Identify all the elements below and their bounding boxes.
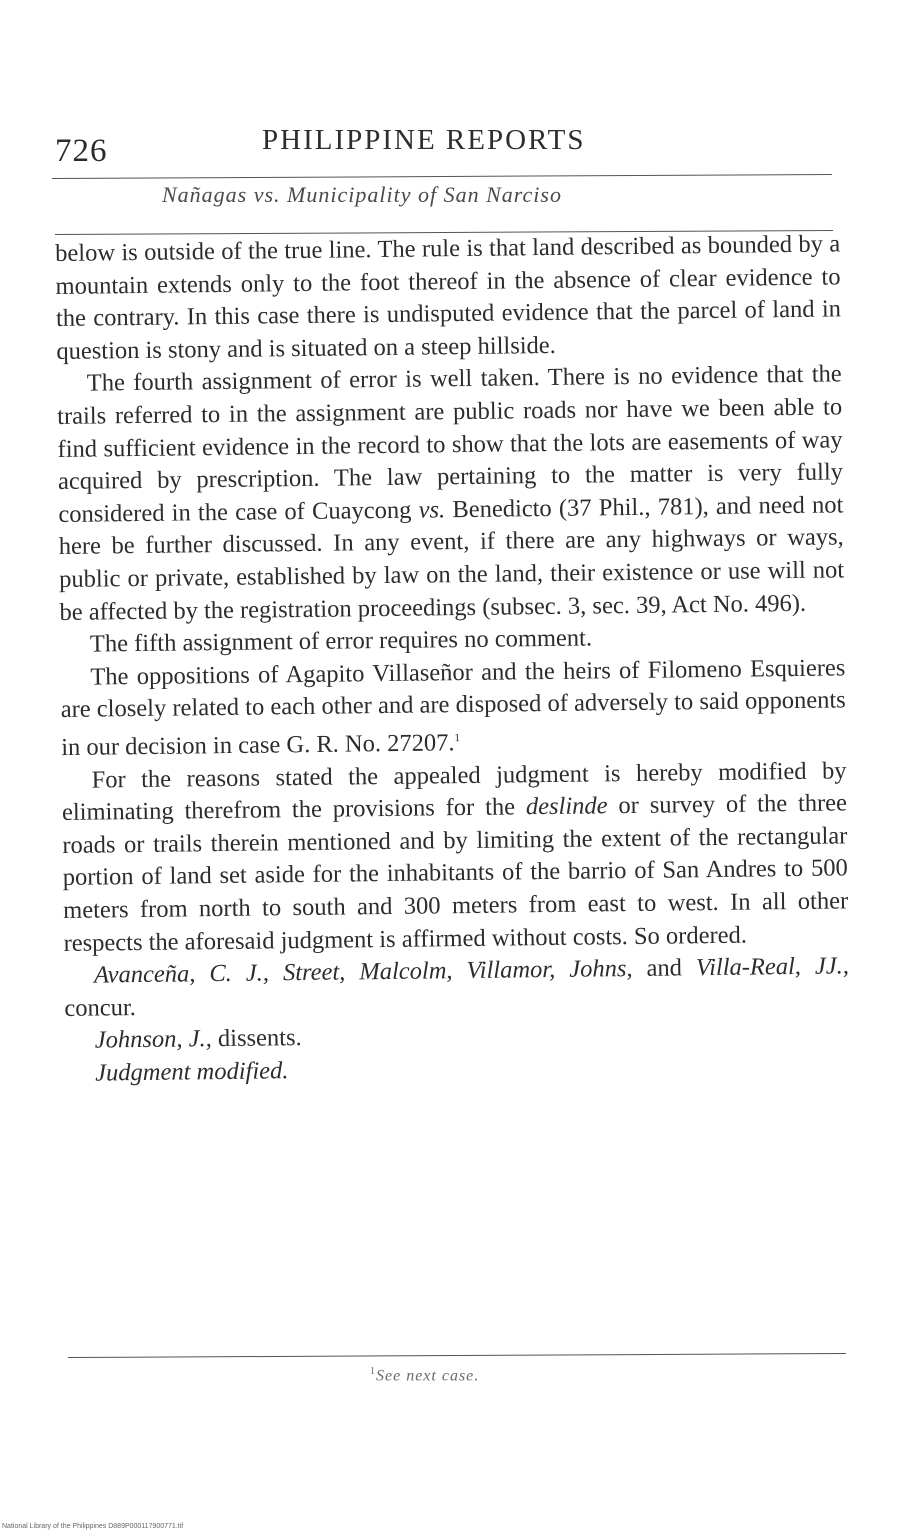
footnote-marker: 1: [370, 1366, 376, 1377]
paragraph-4: [60, 652, 846, 765]
footnote-rule: [68, 1353, 846, 1358]
footnote: [370, 1366, 479, 1385]
disposition-text: Judgment modified.: [95, 1057, 289, 1087]
dissenting-verb: dissents.: [211, 1024, 302, 1053]
paragraph-2-part-a: The fourth assignment of error is well taken. There is no evidence that the trails referred to in the assignment are public roads nor have we been able to find sufficient evidence in the record to show that the lots are easements of way acquired by prescription. The law pertaining to the matter is very fully considered in the case of Cuaycong: [57, 360, 844, 528]
paragraph-5-part-b: or survey of the three roads or trails therein mentioned and by limiting the extent of the rectangular portion of land set aside for the inhabitants of the barrio of San Andres to 500 meters from north to south and 300 meters from east to west. In all other respects the aforesaid judgment is affirmed without costs. So ordered.: [62, 789, 849, 957]
concurring-justices: [64, 951, 850, 1026]
header-rule: [52, 174, 832, 179]
concurring-names-b: Villa-Real, JJ.,: [695, 952, 850, 982]
paragraph-1: below is outside of the true line. The rule is that land described as bounded by a mountain extends only to the foot thereof in the absence of clear evidence to the contrary. In this case there is undisputed evidence that the parcel of land in question is stony and is situated on a steep hillside.: [55, 230, 842, 365]
paragraph-3: The fifth assignment of error requires no comment.: [89, 624, 593, 658]
concurring-and: and: [632, 954, 683, 983]
case-title: Nañagas vs. Municipality of San Narciso: [162, 182, 562, 207]
paragraph-5: [61, 755, 848, 960]
dissenting-name: Johnson, J.,: [94, 1025, 213, 1054]
deslinde-term: deslinde: [525, 792, 608, 821]
opinion-body: [55, 228, 850, 1090]
concurring-names-a: Avanceña, C. J., Street, Malcolm, Villamor, Johns,: [93, 955, 633, 989]
paragraph-2-part-b: Benedicto (37 Phil., 781), and need not here be further discussed. In any event, if there are any highways or ways, public or private, established by law on the land, their existence or use will not be affected by the registration proceedings (subsec. 3, sec. 39, Act No. 496).: [58, 491, 845, 626]
running-title: PHILIPPINE REPORTS: [262, 124, 586, 156]
paragraph-4-text: The oppositions of Agapito Villaseñor and the heirs of Filomeno Esquieres are closely related to each other and are disposed of adversely to said opponents in our decision in case G. R. No. 27207.: [60, 654, 846, 762]
concurring-verb: concur.: [64, 993, 137, 1022]
footnote-reference: 1: [454, 731, 461, 745]
page-number: 726: [55, 133, 108, 169]
footnote-text: See next case.: [376, 1367, 480, 1385]
scan-credit: National Library of the Philippines D889P000117900771.tif: [2, 1523, 184, 1530]
paragraph-2: [57, 359, 845, 629]
paragraph-5-part-a: For the reasons stated the appealed judgment is hereby modified by eliminating therefrom the provisions for the: [61, 757, 847, 827]
versus-abbreviation: vs.: [418, 496, 446, 524]
